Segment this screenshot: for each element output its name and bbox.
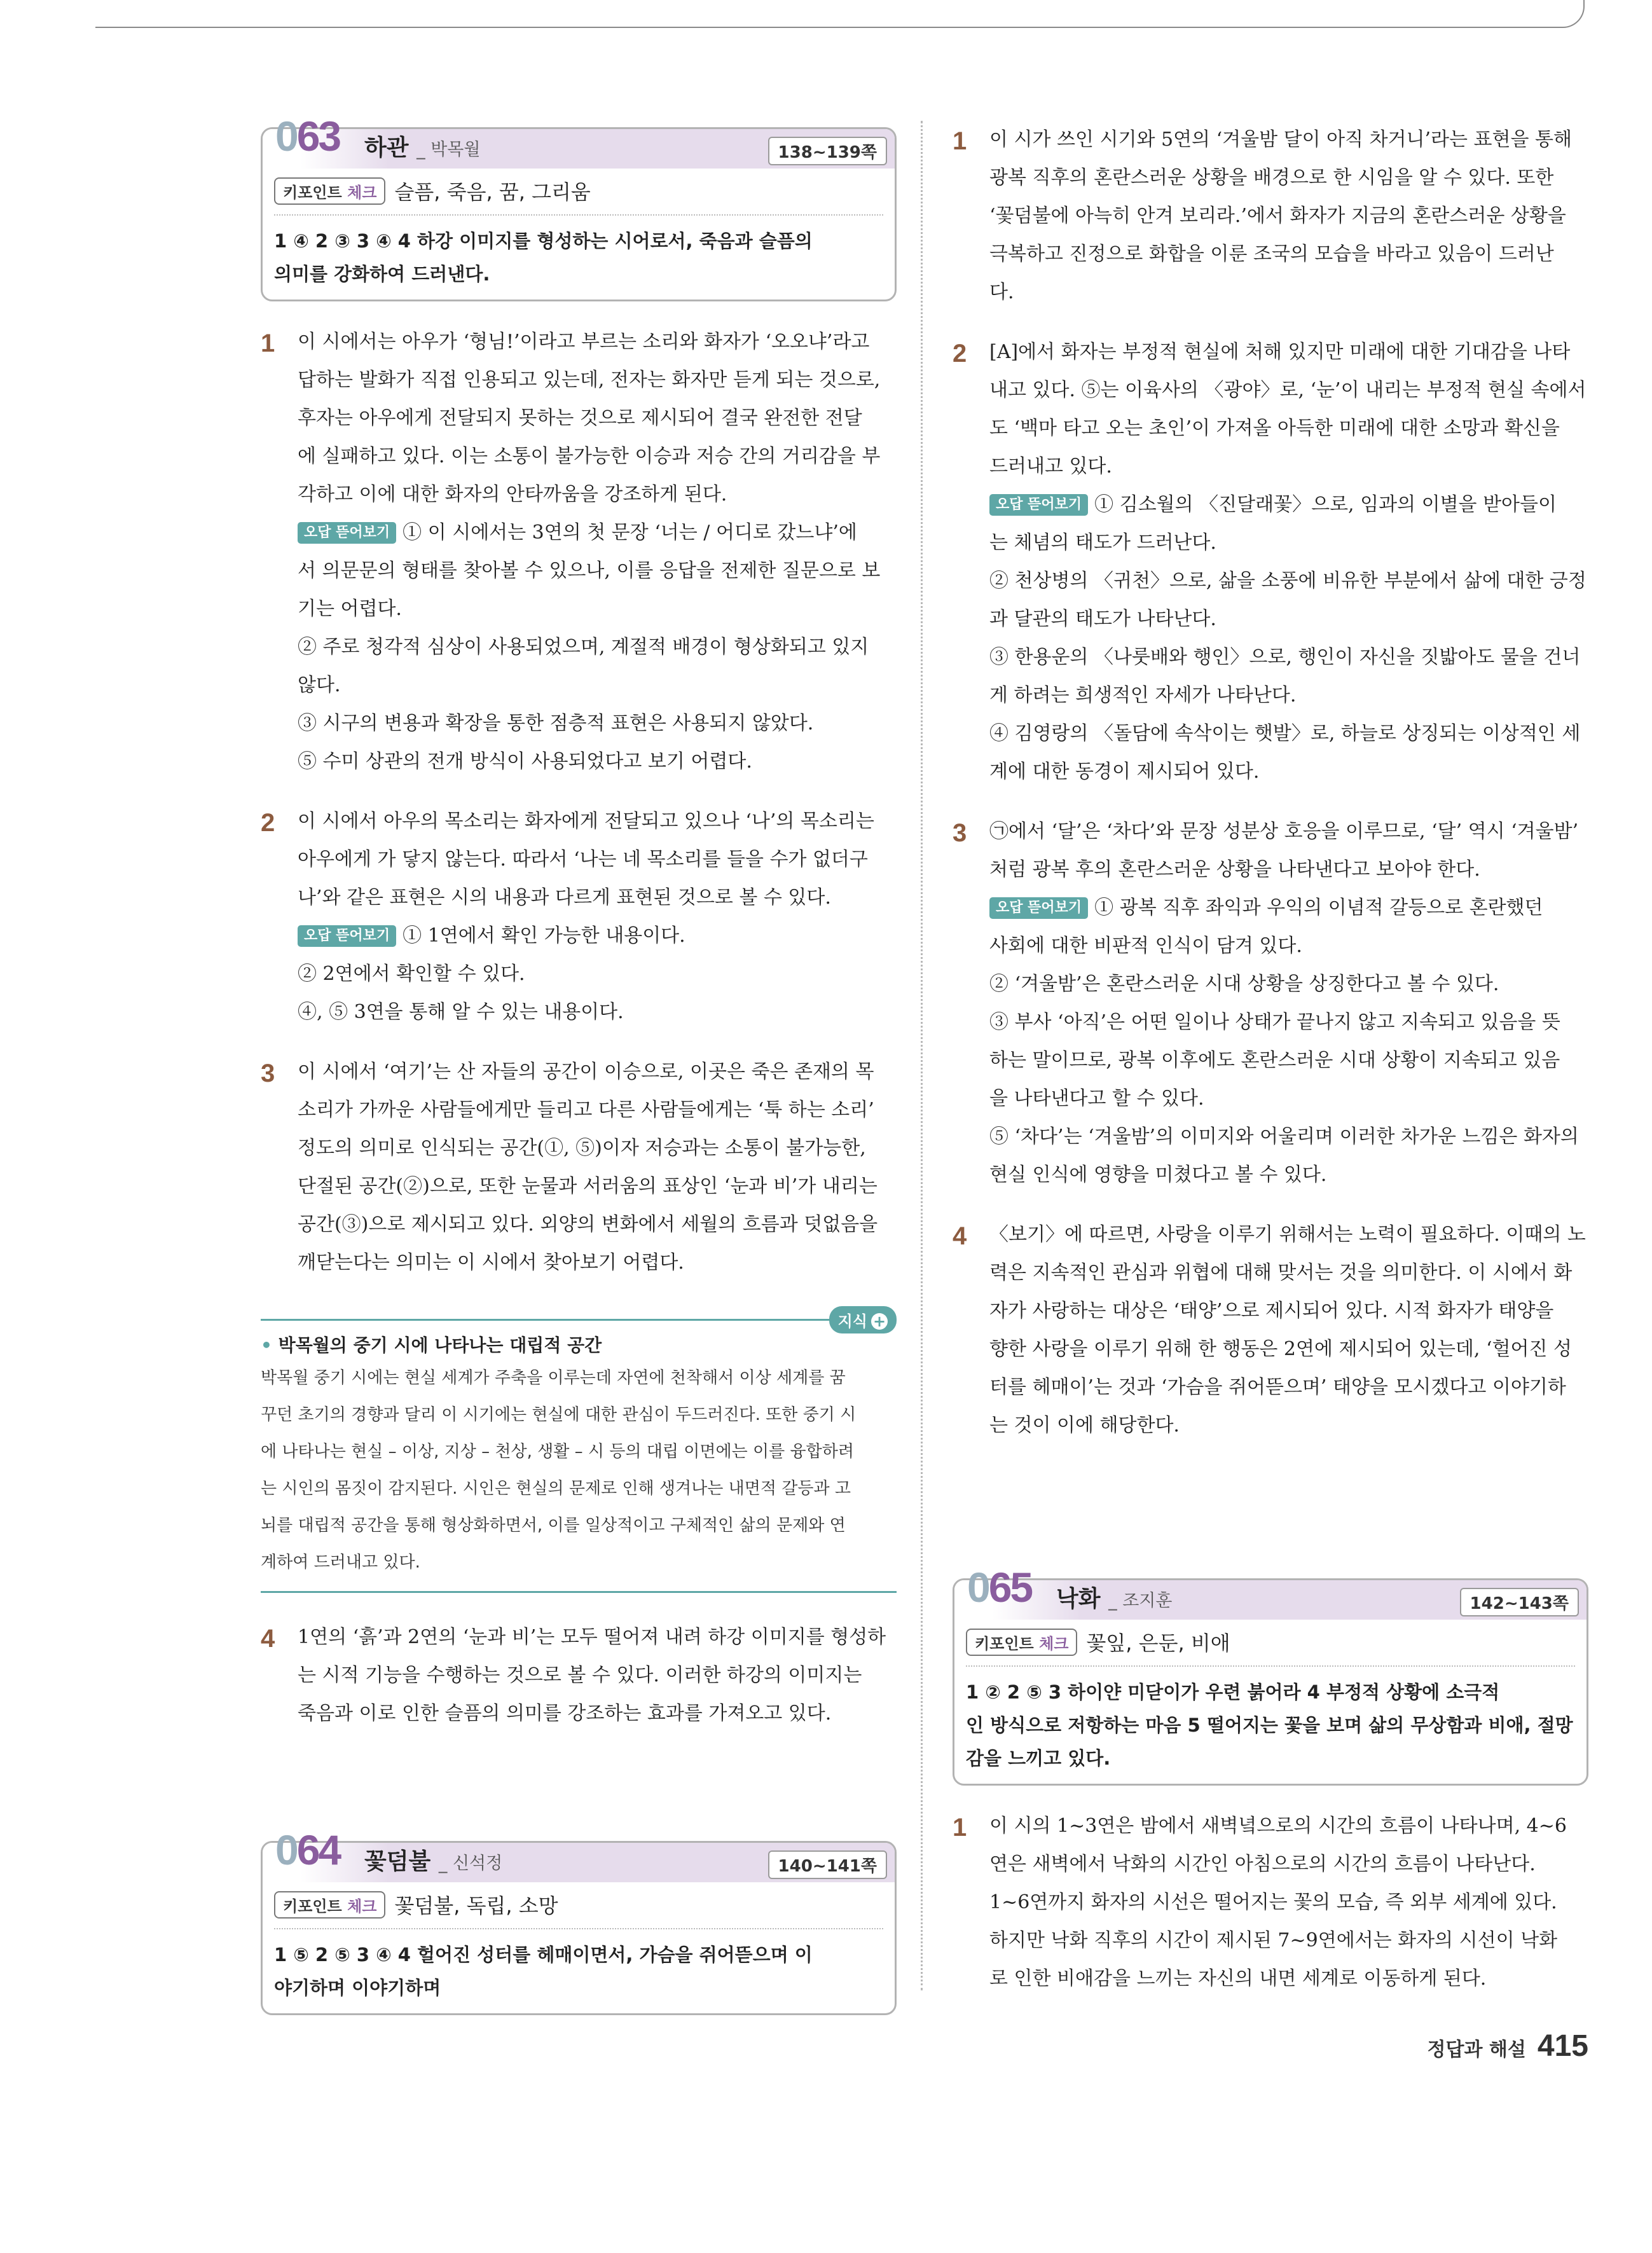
keypoint-label: 키포인트 체크 [966, 1629, 1077, 1656]
explanation-item-065-1: 1 이 시의 1~3연은 밤에서 새벽녘으로의 시간의 흐름이 나타나며, 4~6 연은 새벽에서 낙화의 시간인 아침으로의 시간의 흐름이 나타난다. 1~6연까지 화자의 시선은 떨어지는 꽃의 모습, 즉 외부 세계에 있다. 하지만 낙화 직후의 시간이 제시된 7~9연에서는 화자의 시선이 낙화 로 인한 비애감을 느끼는 자신의 내면 세계로 이동하게 된다. [953, 1807, 1588, 1998]
knowledge-tag: 지식 + [829, 1306, 897, 1333]
item-number: 1 [261, 329, 275, 357]
keypoint-row [274, 1882, 883, 1929]
section-number: 064 [275, 1826, 340, 1873]
page-number: 415 [1537, 2029, 1588, 2063]
knowledge-top-rule [261, 1319, 897, 1321]
explanation-item-3: 3 ㉠에서 ‘달’은 ‘차다’와 문장 성분상 호응을 이루므로, ‘달’ 역시 ‘겨울밤’ 처럼 광복 후의 혼란스러운 상황을 나타낸다고 보아야 한다. 오답 뜯어보기 ① 광복 직후 좌익과 우익의 이념적 갈등으로 혼란했던 사회에 대한 비판적 인식이 담겨 있다. ② ‘겨울밤’은 혼란스러운 시대 상황을 상징한다고 볼 수 있다. ③ 부사 ‘아직’은 어떤 일이나 상태가 끝나지 않고 지속되고 있음을 뜻 하는 말이므로, 광복 이후에도 혼란스러운 시대 상황이 지속되고 있음 을 나타낸다고 할 수 있다. ⑤ ‘차다’는 ‘겨울밤’의 이미지와 어울리며 이러한 차가운 느낌은 화자의 현실 인식에 영향을 미쳤다고 볼 수 있다. [953, 813, 1588, 1194]
section-064-header [263, 1826, 895, 1882]
knowledge-bottom-rule [261, 1591, 897, 1593]
item-number: 4 [953, 1222, 967, 1250]
section-title: 낙화 _ 조지훈 [1056, 1586, 1173, 1612]
left-column [261, 113, 897, 2015]
explanation-item-3: 3 이 시에서 ‘여기’는 산 자들의 공간이 이승으로, 이곳은 죽은 존재의 목 소리가 가까운 사람들에게만 들리고 다른 사람들에게는 ‘툭 하는 소리’ 정도의 의미로 인식되는 공간(①, ⑤)이자 저승과는 소통이 불가능한, 단절된 공간(②)으로, 또한 눈물과 서러움의 표상인 ‘눈과 비’가 내리는 공간(③)으로 제시되고 있다. 외양의 변화에서 세월의 흐름과 덧없음을 깨닫는다는 의미는 이 시에서 찾아보기 어렵다. [261, 1053, 897, 1282]
keypoint-row [274, 169, 883, 216]
keywords: 꽃잎, 은둔, 비애 [1086, 1631, 1230, 1655]
keypoint-label: 키포인트 체크 [274, 1891, 385, 1919]
item-number: 4 [261, 1625, 275, 1653]
explanation-item-1: 1 이 시에서는 아우가 ‘형님!’이라고 부르는 소리와 화자가 ‘오오냐’라고 답하는 발화가 직접 인용되고 있는데, 전자는 화자만 듣게 되는 것으로, 후자는 아우에게 전달되지 못하는 것으로 제시되어 결국 완전한 전달 에 실패하고 있다. 이는 소통이 불가능한 이승과 저승 간의 거리감을 부 각하고 이에 대한 화자의 안타까움을 강조하게 된다. 오답 뜯어보기 ① 이 시에서는 3연의 첫 문장 ‘너는 / 어디로 갔느냐’에 서 의문문의 형태를 찾아볼 수 있으나, 이를 응답을 전제한 질문으로 보 기는 어렵다. ② 주로 청각적 심상이 사용되었으며, 계절적 배경이 형상화되고 있지 않다. ③ 시구의 변용과 확장을 통한 점층적 표현은 사용되지 않았다. ⑤ 수미 상관의 전개 방식이 사용되었다고 보기 어렵다. [261, 323, 897, 781]
wrong-answer-tag: 오답 뜯어보기 [298, 925, 396, 947]
knowledge-box [261, 1301, 897, 1593]
page-range-badge: 140~141쪽 [768, 1850, 887, 1879]
wrong-answer-tag: 오답 뜯어보기 [989, 897, 1088, 919]
section-title: 하관 _ 박목월 [364, 135, 481, 161]
section-065-header [954, 1564, 1587, 1620]
plus-icon: + [871, 1313, 888, 1330]
knowledge-title: • 박목월의 중기 시에 나타나는 대립적 공간 [261, 1335, 602, 1356]
section-author: _ 조지훈 [1108, 1591, 1173, 1611]
section-063-box [261, 113, 897, 301]
page-range-badge: 142~143쪽 [1460, 1588, 1579, 1616]
page-frame-line [95, 0, 1585, 28]
item-number: 1 [953, 1814, 967, 1842]
section-064-box [261, 1826, 897, 2015]
item-number: 2 [953, 340, 967, 368]
page-range-badge: 138~139쪽 [768, 137, 887, 165]
wrong-answer-tag: 오답 뜯어보기 [989, 494, 1088, 516]
item-number: 2 [261, 809, 275, 837]
explanation-item-2: 2 이 시에서 아우의 목소리는 화자에게 전달되고 있으나 ‘나’의 목소리는 아우에게 가 닿지 않는다. 따라서 ‘나는 네 목소리를 들을 수가 없더구 나’와 같은 표현은 시의 내용과 다르게 표현된 것으로 볼 수 있다. 오답 뜯어보기 ① 1연에서 확인 가능한 내용이다. ② 2연에서 확인할 수 있다. ④, ⑤ 3연을 통해 알 수 있는 내용이다. [261, 803, 897, 1031]
item-number: 1 [953, 127, 967, 155]
section-number: 065 [967, 1564, 1032, 1611]
explanation-item-4: 4 〈보기〉에 따르면, 사랑을 이루기 위해서는 노력이 필요하다. 이때의 노 력은 지속적인 관심과 위협에 대해 맞서는 것을 의미한다. 이 시에서 화 자가 사랑하는 대상은 ‘태양’으로 제시되어 있다. 시적 화자가 태양을 향한 사랑을 이루기 위해 한 행동은 2연에 제시되어 있는데, ‘헐어진 성 터를 헤매이’는 것과 ‘가슴을 쥐어뜯으며’ 태양을 모시겠다고 이야기하 는 것이 이에 해당한다. [953, 1216, 1588, 1445]
section-063-header [263, 113, 895, 169]
answer-key: 1 ④ 2 ③ 3 ④ 4 하강 이미지를 형성하는 시어로서, 죽음과 슬픔의 의미를 강화하여 드러낸다. [274, 230, 813, 285]
footer-label: 정답과 해설 [1427, 2039, 1526, 2061]
section-065-box [953, 1564, 1588, 1786]
keypoint-label: 키포인트 체크 [274, 177, 385, 205]
section-title: 꽃덤불 _ 신석정 [364, 1849, 503, 1875]
explanation-item-2: 2 [A]에서 화자는 부정적 현실에 처해 있지만 미래에 대한 기대감을 나타 내고 있다. ⑤는 이육사의 〈광야〉로, ‘눈’이 내리는 부정적 현실 속에서 도 ‘백마 타고 오는 초인’이 가져올 아득한 미래에 대한 소망과 확신을 드러내고 있다. 오답 뜯어보기 ① 김소월의 〈진달래꽃〉으로, 임과의 이별을 받아들이 는 체념의 태도가 드러난다. ② 천상병의 〈귀천〉으로, 삶을 소풍에 비유한 부분에서 삶에 대한 긍정 과 달관의 태도가 나타난다. ③ 한용운의 〈나룻배와 행인〉으로, 행인이 자신을 짓밟아도 물을 건너 게 하려는 희생적인 자세가 나타난다. ④ 김영랑의 〈돌담에 속삭이는 햇발〉로, 하늘로 상징되는 이상적인 세 계에 대한 동경이 제시되어 있다. [953, 333, 1588, 791]
section-number: 063 [275, 113, 340, 160]
answer-key: 1 ② 2 ⑤ 3 하이얀 미닫이가 우련 붉어라 4 부정적 상황에 소극적 인 방식으로 저항하는 마음 5 떨어지는 꽃을 보며 삶의 무상함과 비애, 절망 감을 느끼고 있다. [966, 1681, 1573, 1769]
keypoint-row [966, 1620, 1575, 1667]
answer-key: 1 ⑤ 2 ⑤ 3 ④ 4 헐어진 성터를 헤매이면서, 가슴을 쥐어뜯으며 이 야기하며 이야기하며 [274, 1944, 813, 1999]
wrong-answer-tag: 오답 뜯어보기 [298, 522, 396, 544]
page-footer [1428, 2029, 1588, 2064]
item-number: 3 [953, 819, 967, 847]
item-number: 3 [261, 1059, 275, 1087]
knowledge-body: 박목월 중기 시에는 현실 세계가 주축을 이루는데 자연에 천착해서 이상 세계를 꿈 꾸던 초기의 경향과 달리 이 시기에는 현실에 대한 관심이 두드러진다. 또한 중기 시 에 나타나는 현실 – 이상, 지상 – 천상, 생활 – 시 등의 대립 이면에는 이를 융합하려 는 시인의 몸짓이 감지된다. 시인은 현실의 문제로 인해 생겨나는 내면적 갈등과 고 뇌를 대립적 공간을 통해 형상화하면서, 이를 일상적이고 구체적인 삶의 문제와 연 계하여 드러내고 있다. [261, 1368, 857, 1572]
explanation-item-4: 4 1연의 ‘흙’과 2연의 ‘눈과 비’는 모두 떨어져 내려 하강 이미지를 형성하 는 시적 기능을 수행하는 것으로 볼 수 있다. 이러한 하강의 이미지는 죽음과 이로 인한 슬픔의 의미를 강조하는 효과를 가져오고 있다. [261, 1618, 897, 1733]
explanation-item-1: 1 이 시가 쓰인 시기와 5연의 ‘겨울밤 달이 아직 차거니’라는 표현을 통해 광복 직후의 혼란스러운 상황을 배경으로 한 시임을 알 수 있다. 또한 ‘꽃덤불에 아늑히 안겨 보리라.’에서 화자가 지금의 혼란스러운 상황을 극복하고 진정으로 화합을 이룬 조국의 모습을 바라고 있음이 드러난 다. [953, 121, 1588, 312]
section-author: _ 박목월 [416, 140, 481, 160]
keywords: 슬픔, 죽음, 꿈, 그리움 [394, 180, 591, 204]
section-author: _ 신석정 [438, 1854, 503, 1873]
column-divider [921, 121, 923, 1990]
right-column [953, 121, 1588, 1998]
keywords: 꽃덤불, 독립, 소망 [394, 1894, 558, 1918]
